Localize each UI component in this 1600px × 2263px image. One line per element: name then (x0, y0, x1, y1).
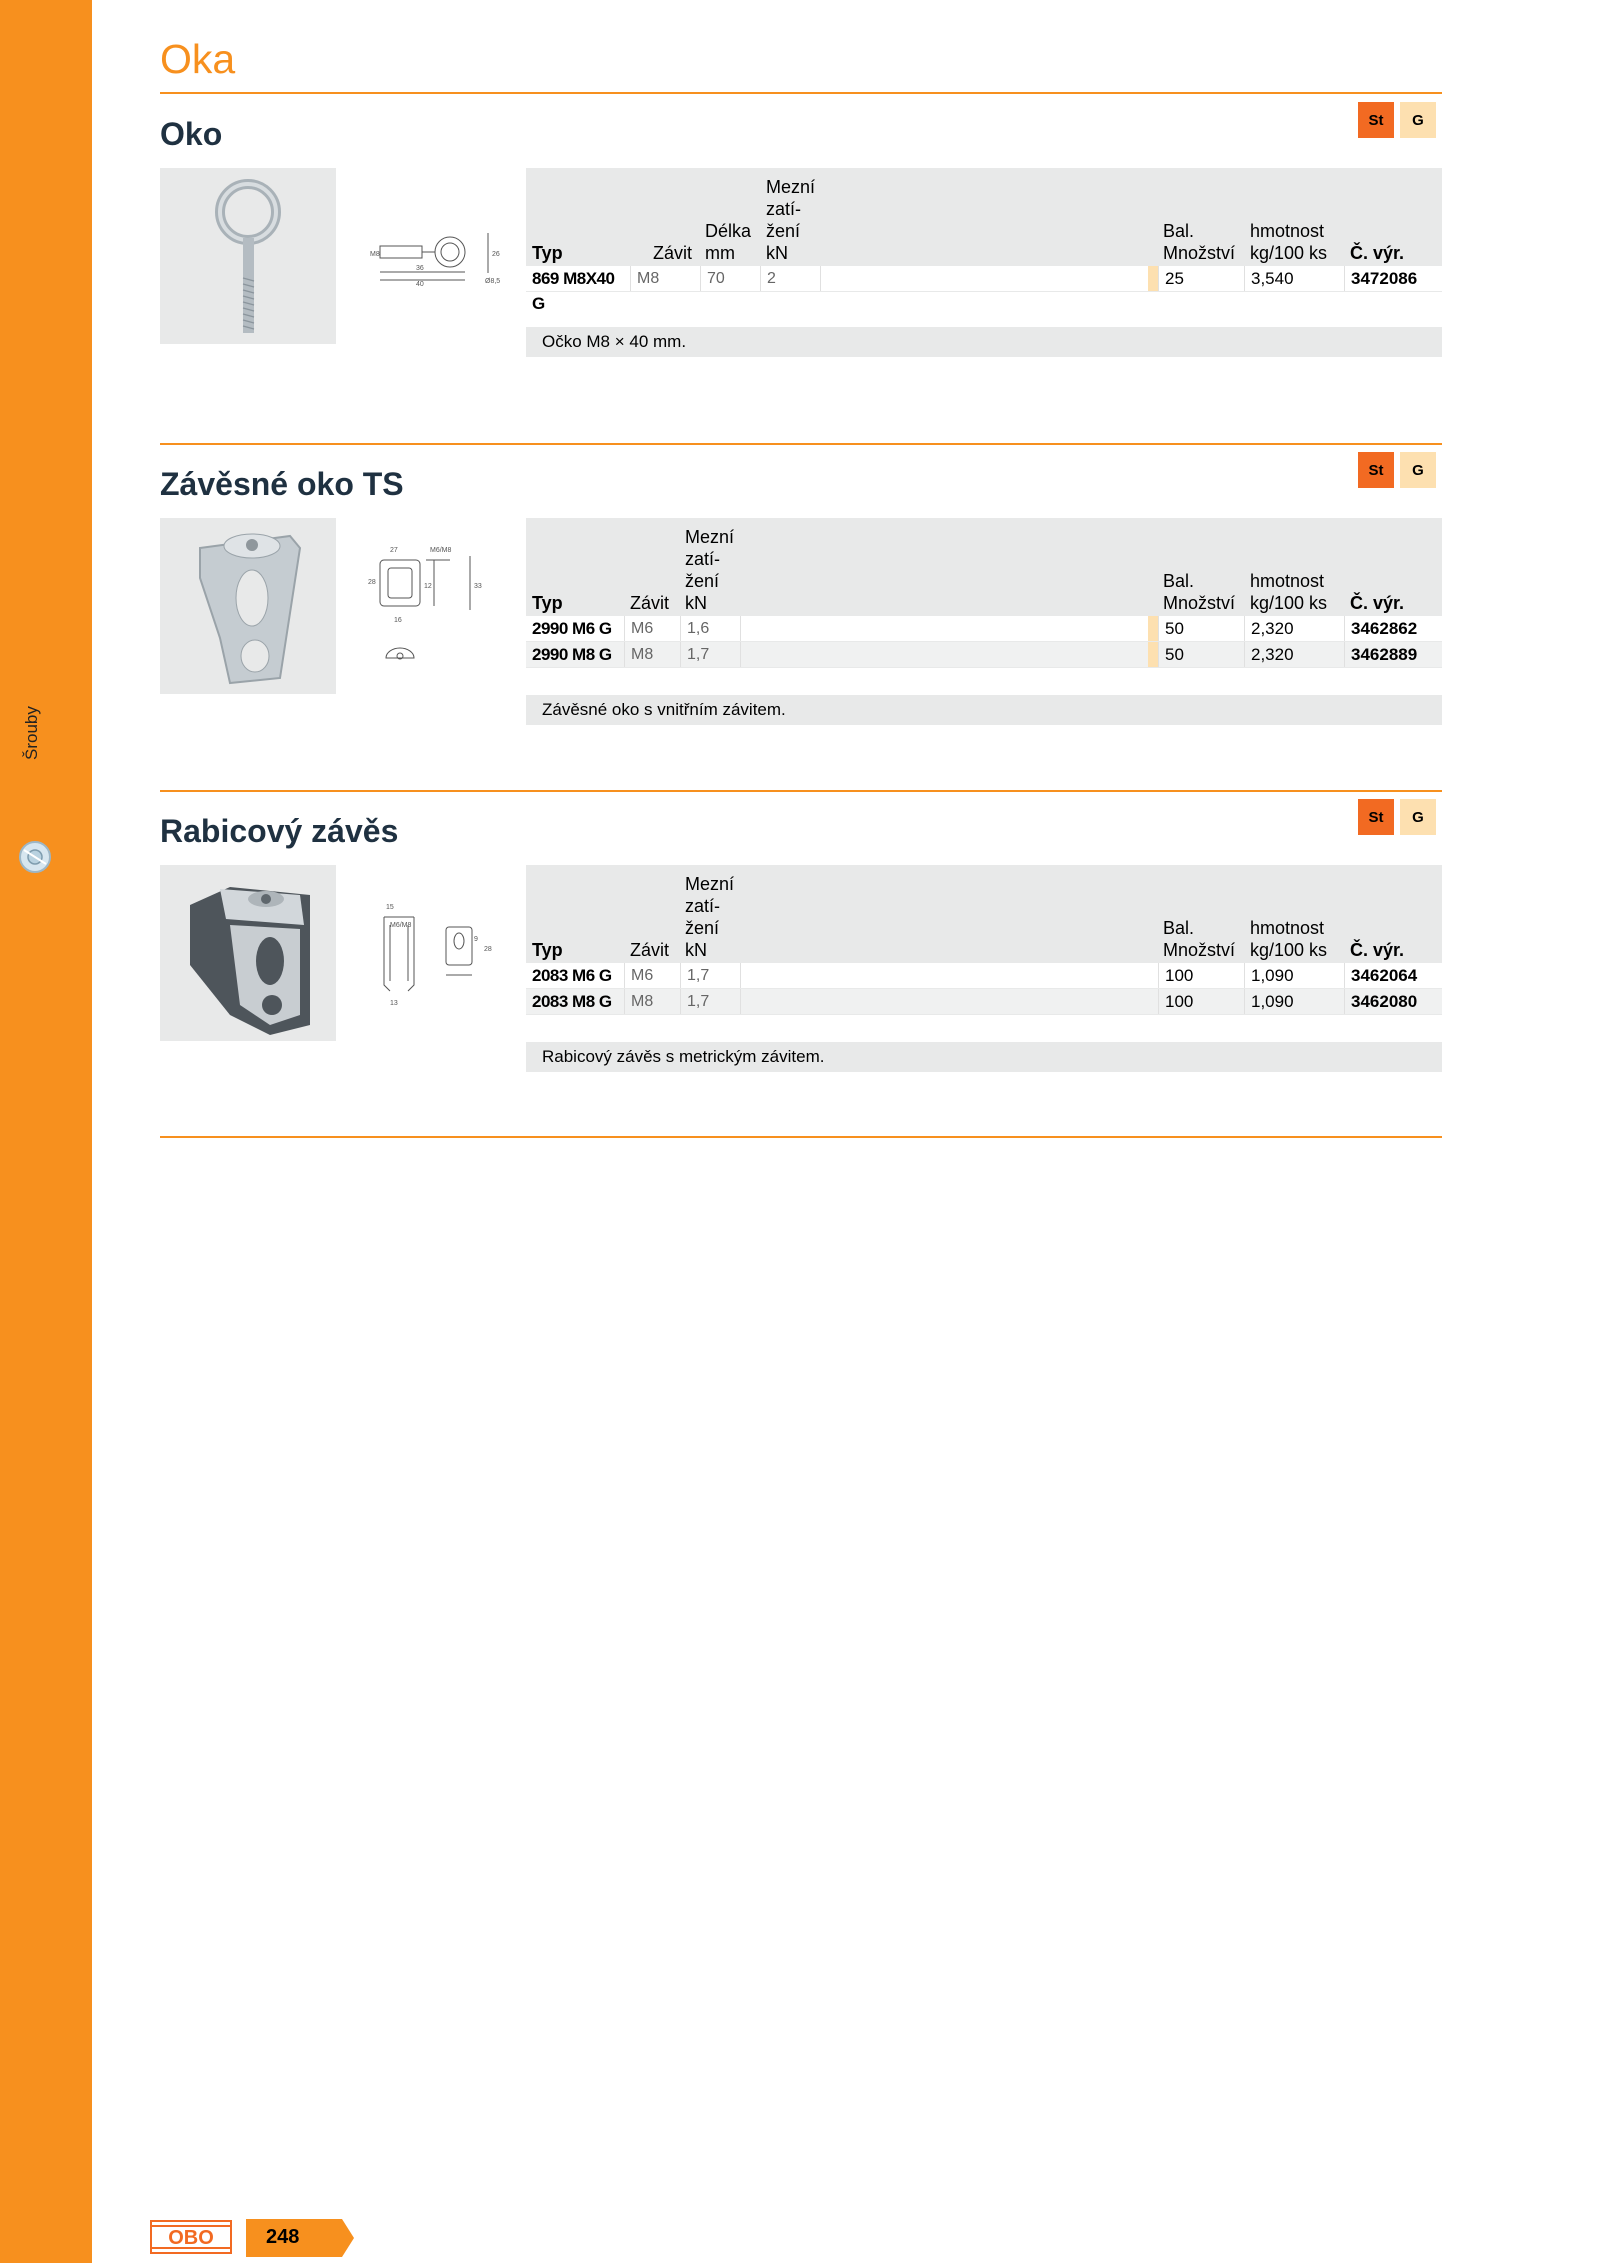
material-badge-st: St (1358, 102, 1394, 138)
svg-text:12: 12 (424, 583, 432, 590)
section-rabicovy-zaves (160, 793, 1442, 1093)
table-header: Typ Závit Mezní zatí- žení kN Bal. Množství hmotnost kg/100 ks Č. výr. (526, 865, 1442, 963)
table-row: 869 M8X40 G M8 70 2 25 3,540 3472086 (526, 266, 1442, 292)
product-photo (160, 518, 336, 694)
page-title: Oka (160, 36, 236, 82)
header-mezni: Mezní zatí- žení kN (685, 527, 735, 613)
header-hmotnost: hmotnost kg/100 ks (1250, 221, 1328, 263)
screw-icon (16, 838, 54, 876)
table-row: 2083 M6 G M6 1,7 100 1,090 3462064 (526, 963, 1442, 989)
table-row: 2990 M8 G M8 1,7 50 2,320 3462889 (526, 642, 1442, 668)
svg-text:M6/M8: M6/M8 (430, 547, 452, 554)
material-badge-st: St (1358, 799, 1394, 835)
svg-text:OBO: OBO (168, 2227, 214, 2249)
row-marker (1148, 642, 1158, 667)
hanging-eye-image (160, 518, 336, 694)
table-header: Typ Závit Mezní zatí- žení kN Bal. Množství hmotnost kg/100 ks Č. výr. (526, 518, 1442, 616)
section-zavesne-oko (160, 446, 1442, 746)
svg-text:40: 40 (416, 281, 424, 288)
product-table (526, 168, 1442, 313)
divider (160, 92, 1442, 94)
product-photo (160, 865, 336, 1041)
material-badge-st: St (1358, 452, 1394, 488)
section-title: Závěsné oko TS (160, 466, 404, 502)
material-badge-g: G (1400, 452, 1436, 488)
header-delka: Délka mm (705, 221, 752, 263)
svg-text:33: 33 (474, 583, 482, 590)
product-photo (160, 168, 336, 344)
table-header (526, 168, 1442, 266)
header-cvyr: Č. výr. (1350, 243, 1405, 263)
divider (160, 790, 1442, 792)
page-number: 248 (266, 2226, 300, 2248)
svg-text:28: 28 (368, 579, 376, 586)
header-mezni: Mezní zatí- žení kN (766, 177, 816, 263)
header-zavit: Závit (653, 243, 693, 263)
svg-text:M6/M8: M6/M8 (390, 922, 412, 929)
eye-bolt-image (160, 168, 336, 344)
row-marker (1148, 266, 1158, 291)
svg-text:M8: M8 (370, 251, 380, 258)
divider (160, 443, 1442, 445)
side-chapter-label: Šrouby (22, 706, 41, 760)
header-typ: Typ (532, 243, 563, 263)
product-table (526, 518, 1442, 668)
material-badge-g: G (1400, 799, 1436, 835)
product-note: Rabicový závěs s metrickým závitem. (526, 1042, 1442, 1072)
divider (160, 1136, 1442, 1138)
svg-text:36: 36 (416, 265, 424, 272)
product-note: Očko M8 × 40 mm. (526, 327, 1442, 357)
table-row: 2083 M8 G M8 1,7 100 1,090 3462080 (526, 989, 1442, 1015)
material-badge-g: G (1400, 102, 1436, 138)
sidebar-band (0, 0, 92, 2263)
svg-text:26: 26 (492, 251, 500, 258)
rabitz-hanger-image (160, 865, 336, 1041)
product-note: Závěsné oko s vnitřním závitem. (526, 695, 1442, 725)
section-title: Oko (160, 116, 223, 152)
header-bal: Bal. Množství (1163, 221, 1236, 263)
section-title: Rabicový závěs (160, 813, 399, 849)
svg-text:Ø8,5: Ø8,5 (485, 278, 501, 285)
obo-logo (150, 2220, 232, 2254)
table-row: 2990 M6 G M6 1,6 50 2,320 3462862 (526, 616, 1442, 642)
page-number-tab (246, 2219, 354, 2257)
product-table (526, 865, 1442, 1015)
svg-text:15: 15 (386, 904, 394, 911)
svg-text:9: 9 (474, 936, 478, 943)
svg-text:27: 27 (390, 547, 398, 554)
svg-text:28: 28 (484, 946, 492, 953)
svg-text:13: 13 (390, 1000, 398, 1007)
svg-text:16: 16 (394, 617, 402, 624)
section-oko (160, 96, 1442, 396)
header-mezni: Mezní zatí- žení kN (685, 874, 735, 960)
row-marker (1148, 616, 1158, 641)
